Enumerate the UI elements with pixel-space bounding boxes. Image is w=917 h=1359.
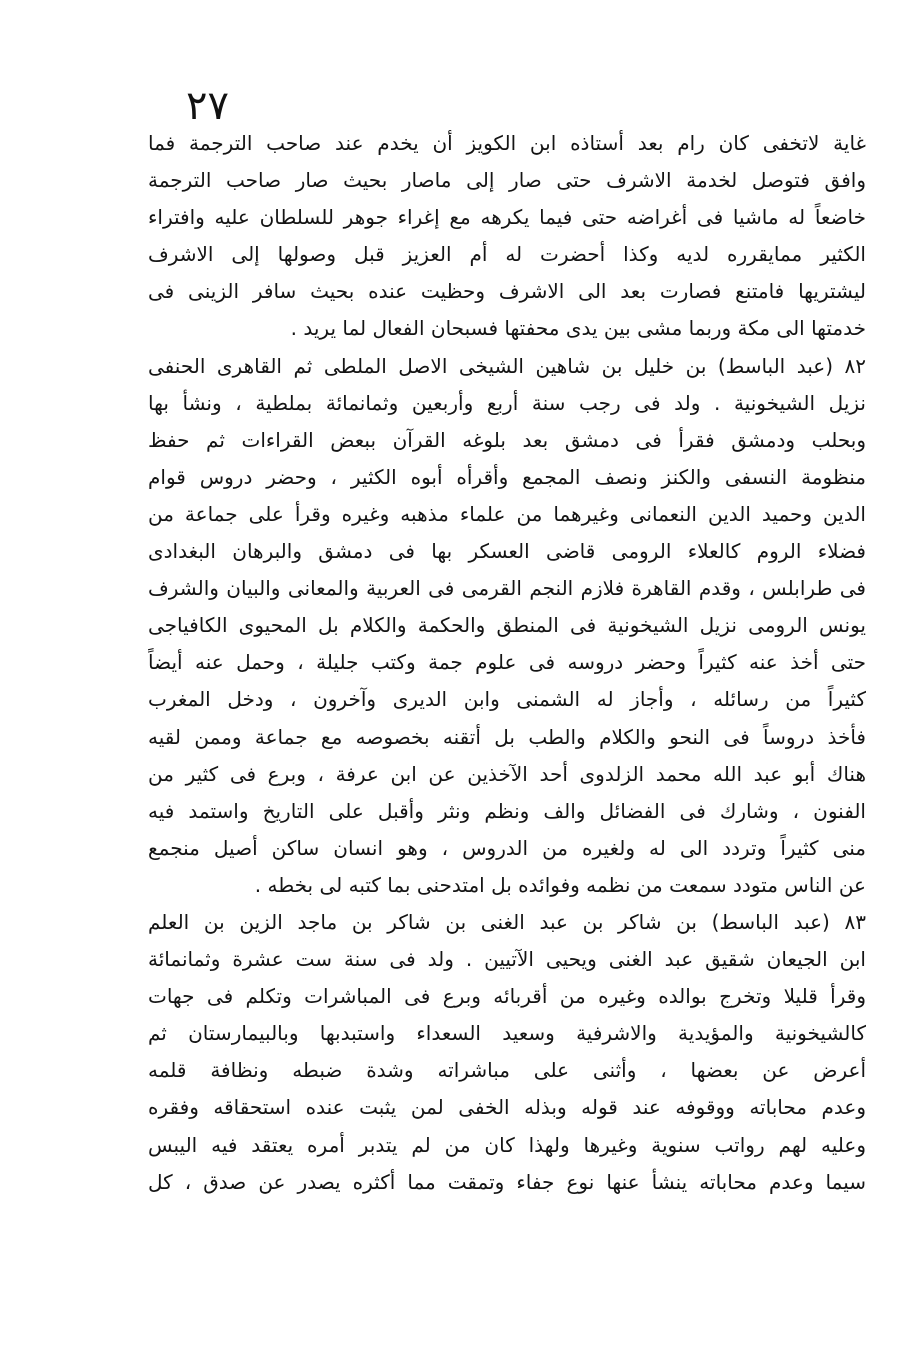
text-line: كالشيخونية والمؤيدية والاشرفية وسعيد السعداء واستبدبها وبالبيمارستان ثم	[148, 1021, 866, 1046]
text-line: ليشتريها فامتنع فصارت بعد الى الاشرف وحظيت عنده بحيث سافر الزينى فى	[148, 279, 866, 304]
text-line: يونس الرومى نزيل الشيخونية فى المنطق والحكمة والكلام بل المحيوى الكافياجى	[148, 613, 866, 638]
entry-83-heading-line: ٨٣ (عبد الباسط) بن شاكر بن عبد الغنى بن شاكر بن ماجد الزين بن العلم	[148, 909, 866, 934]
text-line: منى كثيراً وتردد الى له ولغيره من الدروس ، وهو انسان ساكن أصيل منجمع	[148, 835, 866, 860]
text-line: وبحلب ودمشق فقرأ فى دمشق بعد بلوغه القرآن ببعض القراءات ثم حفظ	[148, 427, 866, 452]
entry-82-heading-line: ٨٢ (عبد الباسط) بن خليل بن شاهين الشيخى الاصل الملطى ثم القاهرى الحنفى	[148, 353, 866, 378]
text-line: وعدم محاباته ووقوفه عند قوله وبذله الخفى لمن يثبت عنده استحقاقه وفقره	[148, 1095, 866, 1120]
text-line: كثيراً من رسائله ، وأجاز له الشمنى وابن الديرى وآخرون ، ودخل المغرب	[148, 687, 866, 712]
text-line: الكثير ممايقرره لديه وكذا أحضرت له أم العزيز قبل وصولها إلى الاشرف	[148, 242, 866, 267]
text-line: خدمتها الى مكة وربما مشى بين يدى محفتها فسبحان الفعال لما يريد .	[290, 316, 866, 341]
text-line: حتى أخذ عنه كثيراً وحضر دروسه فى علوم جمة وكتب جليلة ، وحمل عنه أيضاً	[148, 650, 866, 675]
text-line: هناك أبو عبد الله محمد الزلدوى أحد الآخذين عن ابن عرفة ، وبرع فى كثير من	[148, 761, 866, 786]
text-line: خاضعاً له ماشيا فى أغراضه حتى فيما يكرهه مع إغراء جوهر للسلطان عليه وافتراء	[148, 205, 866, 230]
text-line: فأخذ دروساً فى النحو والكلام والطب بل أتقنه بخصوصه مع جماعة وممن لقيه	[148, 724, 866, 749]
body-text	[148, 125, 866, 1201]
text-line: وعليه لهم رواتب سنوية وغيرها ولهذا كان من لم يتدبر أمره يعتقد فيه اليبس	[148, 1132, 866, 1157]
text-line: عن الناس متودد سمعت من نظمه وفوائده بل امتدحنى بما كتبه لى بخطه .	[254, 872, 866, 897]
text-line: وافق فتوصل لخدمة الاشرف حتى صار إلى ماصار بحيث صار صاحب الترجمة	[148, 168, 866, 193]
page-number: ٢٧	[186, 83, 229, 129]
text-line: منظومة النسفى والكنز ونصف المجمع وأقرأه أبوه الكثير ، وحضر دروس قوام	[148, 464, 866, 489]
text-line: فى طرابلس ، وقدم القاهرة فلازم النجم القرمى فى العربية والمعانى والبيان والشرف	[148, 576, 866, 601]
text-line: نزيل الشيخونية . ولد فى رجب سنة أربع وأربعين وثمانمائة بملطية ، ونشأ بها	[148, 390, 866, 415]
text-line: الدين وحميد الدين النعمانى وغيرهما من علماء مذهبه وغيره وقرأ على جماعة من	[148, 501, 866, 526]
text-line: وقرأ قليلا وتخرج بوالده وغيره من أقربائه وبرع فى المباشرات وتكلم فى جهات	[148, 984, 866, 1009]
text-line: سيما وعدم محاباته ينشأ عنها نوع جفاء وتمقت مما أكثره يصدر عن صدق ، كل	[148, 1169, 866, 1194]
text-line: فضلاء الروم كالعلاء الرومى قاضى العسكر بها فى دمشق والبرهان البغدادى	[148, 539, 866, 564]
text-line: ابن الجيعان شقيق عبد الغنى ويحيى الآتيين . ولد فى سنة ست عشرة وثمانمائة	[148, 947, 866, 972]
text-line: الفنون ، وشارك فى الفضائل والف ونظم ونثر وأقبل على التاريخ واستمد فيه	[148, 798, 866, 823]
text-line: أعرض عن بعضها ، وأثنى على مباشراته وشدة ضبطه ونظافة قلمه	[148, 1058, 866, 1083]
text-line: غاية لاتخفى كان رام بعد أستاذه ابن الكويز أن يخدم عند صاحب الترجمة فما	[148, 131, 866, 155]
